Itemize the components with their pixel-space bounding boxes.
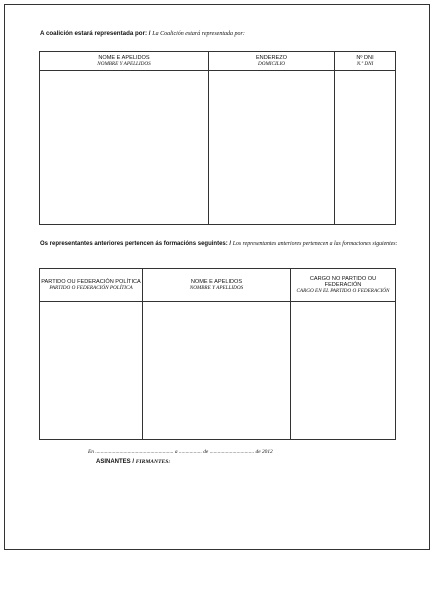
cargo-field[interactable] [291, 302, 396, 440]
place-field[interactable]: .......................................................... [95, 449, 174, 455]
representatives-table-body [40, 71, 396, 225]
place-date-en: En [88, 449, 94, 455]
nome-apelidos-field-2[interactable] [143, 302, 291, 440]
formations-table-header [40, 269, 396, 302]
place-date-de: de [203, 449, 209, 455]
section2-heading-separator: / [229, 241, 232, 247]
col-nome-apelidos [40, 52, 209, 71]
section1-heading [40, 30, 245, 37]
col-cargo [291, 269, 396, 302]
col-sub-label: DOMICILIO [257, 61, 286, 67]
section2-heading [40, 241, 400, 249]
formations-table [39, 268, 396, 440]
place-date-a: a [174, 449, 178, 455]
col-sub-label: CARGO EN EL PARTIDO O FEDERACIÓN [296, 288, 390, 294]
partido-field[interactable] [40, 302, 143, 440]
section2-heading-bold: Os representantes anteriores pertencen ás formacións seguintes: [40, 241, 228, 247]
col-partido [40, 269, 143, 302]
place-date-year: de 2012 [255, 449, 273, 455]
signatories-label [96, 459, 170, 465]
formations-table-body [40, 302, 396, 440]
col-sub-label: NOMBRE Y APELLIDOS [189, 285, 244, 291]
signatories-separator: / [132, 459, 135, 465]
section1-heading-italic: La Coalición estará representada por: [152, 31, 245, 37]
place-date-line [88, 449, 273, 455]
signatories-bold: ASINANTES [96, 459, 131, 465]
nome-apelidos-field[interactable] [40, 71, 209, 225]
col-sub-label: N.º DNI [356, 61, 374, 67]
section2-heading-italic: Los representantes anteriores pertenecen a las formaciones siguientes: [232, 241, 398, 247]
col-sub-label: NOMBRE Y APELLIDOS [97, 61, 151, 67]
col-dni [335, 52, 396, 71]
representatives-table [39, 51, 396, 225]
enderezo-field[interactable] [209, 71, 335, 225]
signatories-italic: FIRMANTES: [135, 459, 171, 465]
col-main-label: ENDEREZO [255, 55, 288, 61]
col-enderezo [209, 52, 335, 71]
col-main-label: NOME E APELIDOS [190, 279, 243, 285]
dni-field[interactable] [335, 71, 396, 225]
col-main-label: PARTIDO OU FEDERACIÓN POLÍTICA [41, 279, 141, 285]
col-main-label: CARGO NO PARTIDO OU FEDERACIÓN [309, 276, 377, 288]
col-main-label: NOME E APELIDOS [98, 55, 150, 61]
month-field[interactable]: ................................. [209, 449, 255, 455]
col-main-label: Nº DNI [356, 55, 374, 61]
section1-heading-separator: / [148, 30, 151, 37]
section1-heading-bold: A coalición estará representada por: [40, 30, 148, 37]
representatives-table-header [40, 52, 396, 71]
col-sub-label: PARTIDO O FEDERACIÓN POLÍTICA [49, 285, 133, 291]
col-nome-apelidos-2 [143, 269, 291, 302]
day-field[interactable]: ................. [178, 449, 202, 455]
